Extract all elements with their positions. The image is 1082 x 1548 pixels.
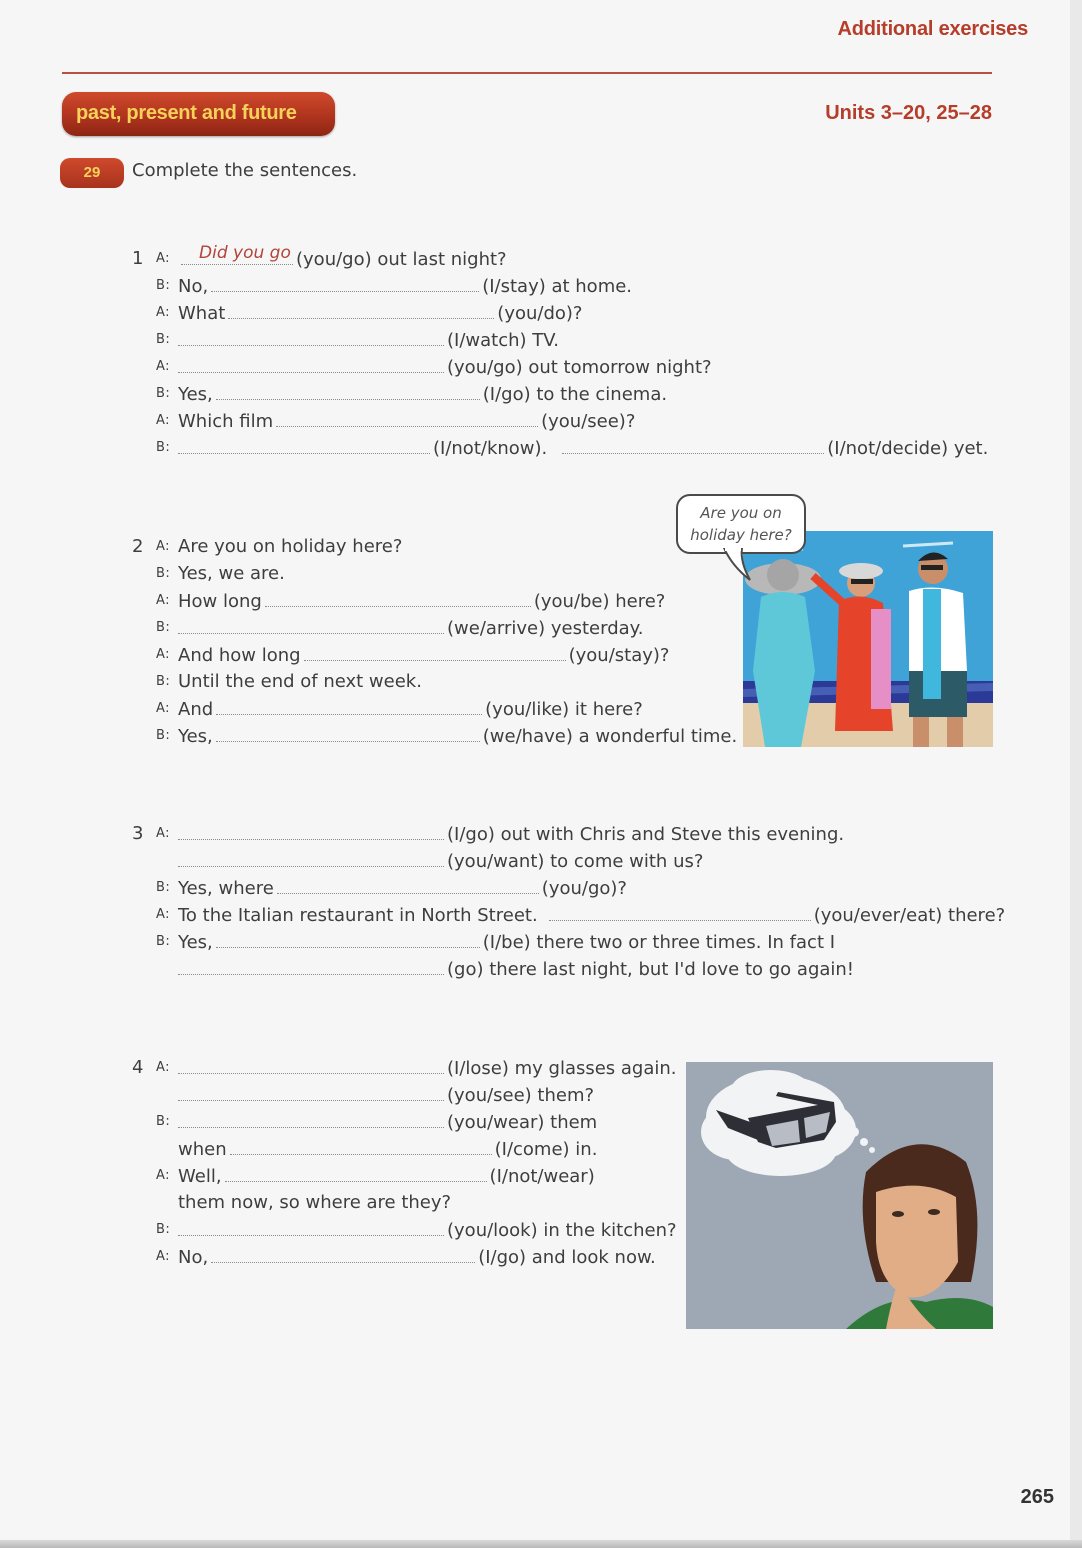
prompt: (we/arrive) yesterday. — [447, 618, 644, 639]
prompt: (you/go)? — [541, 878, 627, 899]
prompt: (I/go) out with Chris and Steve this evening. — [447, 824, 845, 845]
line-text: Yes, where — [178, 878, 274, 899]
page-bottom-edge — [0, 1540, 1082, 1548]
speaker-label: A: — [156, 413, 171, 428]
answer-blank[interactable] — [265, 590, 531, 607]
speaker-label: B: — [156, 728, 171, 743]
line-text: Well, — [178, 1166, 222, 1187]
page-number: 265 — [1020, 1486, 1054, 1508]
line-text: And — [178, 699, 214, 720]
answer-blank[interactable] — [211, 275, 479, 292]
prompt: (you/like) it here? — [485, 699, 643, 720]
prompt: (you/be) here? — [533, 591, 666, 612]
speaker-label: B: — [156, 674, 171, 689]
speaker-label: A: — [156, 251, 171, 266]
answer-blank[interactable] — [178, 1111, 444, 1128]
dialogue-line — [175, 958, 854, 981]
dialogue-line — [175, 617, 643, 640]
speaker-label: B: — [156, 620, 171, 635]
speaker-label: A: — [156, 647, 171, 662]
prompt: (you/stay)? — [568, 645, 670, 666]
prompt: (we/have) a wonderful time. — [482, 726, 738, 747]
dialogue-number: 1 — [132, 248, 144, 269]
prompt: (you/ever/eat) there? — [813, 905, 1006, 926]
line-text: What — [178, 303, 226, 324]
prompt: (I/lose) my glasses again. — [447, 1058, 677, 1079]
dialogue-line — [175, 1111, 597, 1134]
speaker-label: A: — [156, 1249, 171, 1264]
line-text: when — [178, 1139, 227, 1160]
speaker-label: B: — [156, 566, 171, 581]
speech-bubble-tail — [722, 548, 758, 584]
page-edge — [1070, 0, 1082, 1548]
answer-blank[interactable] — [549, 904, 811, 921]
prompt: (I/not/know). — [433, 438, 548, 459]
dialogue-line — [178, 904, 1005, 927]
dialogue-line — [178, 1165, 595, 1188]
speech-bubble — [676, 494, 806, 554]
line-text: To the Italian restaurant in North Street. — [178, 905, 538, 926]
answer-blank[interactable] — [211, 1246, 475, 1263]
dialogue-line — [175, 356, 712, 379]
speaker-label: A: — [156, 305, 171, 320]
dialogue-line — [175, 1219, 677, 1242]
units-reference: Units 3–20, 25–28 — [825, 102, 992, 124]
speaker-label: B: — [156, 934, 171, 949]
prompt: (I/stay) at home. — [482, 276, 633, 297]
speaker-label: A: — [156, 907, 171, 922]
prompt: (you/see)? — [541, 411, 636, 432]
speaker-label: B: — [156, 278, 171, 293]
answer-blank[interactable] — [304, 644, 566, 661]
speaker-label: A: — [156, 593, 171, 608]
line-text: And how long — [178, 645, 301, 666]
dialogue-number: 3 — [132, 823, 144, 844]
answer-blank[interactable] — [216, 725, 480, 742]
dialogue-line — [178, 410, 635, 433]
speaker-label: B: — [156, 386, 171, 401]
speaker-label: B: — [156, 1222, 171, 1237]
answer-blank[interactable] — [276, 410, 538, 427]
dialogue-line — [178, 383, 667, 406]
speaker-label: B: — [156, 332, 171, 347]
dialogue-line — [175, 850, 703, 873]
prompt: (I/not/wear) — [489, 1166, 595, 1187]
answer-blank[interactable] — [178, 356, 444, 373]
answer-blank[interactable] — [178, 329, 444, 346]
dialogue-number: 4 — [132, 1057, 144, 1078]
dialogue-line: Are you on holiday here? — [178, 536, 403, 557]
prompt: (I/watch) TV. — [447, 330, 559, 351]
answer-blank[interactable] — [216, 383, 480, 400]
dialogue-line — [178, 877, 627, 900]
speaker-label: A: — [156, 539, 171, 554]
dialogue-line — [178, 1246, 656, 1269]
dialogue-line — [175, 329, 559, 352]
line-text: Yes, — [178, 384, 213, 405]
prompt: (go) there last night, but I'd love to go again! — [447, 959, 855, 980]
answer-blank[interactable] — [216, 698, 482, 715]
prompt: (I/come) in. — [494, 1139, 598, 1160]
line-text: Yes, — [178, 932, 213, 953]
line-text: Which film — [178, 411, 274, 432]
prompt: (you/wear) them — [447, 1112, 598, 1133]
prompt: (I/not/decide) yet. — [827, 438, 989, 459]
prompt: (you/see) them? — [447, 1085, 595, 1106]
header-rule — [62, 72, 992, 74]
prompt: (I/go) and look now. — [478, 1247, 656, 1268]
prompt: (you/go) out last night? — [296, 249, 507, 270]
speaker-label: A: — [156, 1168, 171, 1183]
answer-blank[interactable] — [230, 1138, 492, 1155]
prompt: (you/look) in the kitchen? — [447, 1220, 677, 1241]
exercise-number-badge — [60, 158, 124, 188]
dialogue-line — [178, 243, 507, 271]
answer-blank[interactable] — [216, 931, 480, 948]
prompt: (I/be) there two or three times. In fact I — [482, 932, 836, 953]
dialogue-line — [175, 823, 844, 846]
speaker-label: B: — [156, 1114, 171, 1129]
prompt: (you/want) to come with us? — [447, 851, 704, 872]
exercise-number: 29 — [83, 164, 101, 181]
section-label: past, present and future — [76, 102, 297, 124]
speaker-label: A: — [156, 826, 171, 841]
answer-blank[interactable] — [178, 958, 444, 975]
answer-blank[interactable] — [277, 877, 539, 894]
thinking-man-illustration — [686, 1062, 993, 1329]
prompt: (you/go) out tomorrow night? — [447, 357, 712, 378]
answer-blank[interactable] — [225, 1165, 487, 1182]
running-header: Additional exercises — [837, 18, 1028, 40]
dialogue-line: them now, so where are they? — [178, 1192, 452, 1213]
answer-blank[interactable] — [178, 1084, 444, 1101]
answer-blank[interactable] — [178, 1057, 444, 1074]
line-text: Yes, — [178, 726, 213, 747]
dialogue-line — [178, 644, 669, 667]
prompt: (you/do)? — [497, 303, 583, 324]
dialogue-line — [175, 437, 988, 460]
exercise-instruction: Complete the sentences. — [132, 160, 358, 181]
answer-blank[interactable] — [562, 437, 824, 454]
beach-illustration — [743, 531, 993, 747]
answer-blank[interactable] — [178, 823, 444, 840]
dialogue-line — [178, 1138, 597, 1161]
dialogue-line: Until the end of next week. — [178, 671, 422, 692]
beach-scene-image — [743, 531, 993, 747]
speaker-label: A: — [156, 701, 171, 716]
line-text: How long — [178, 591, 262, 612]
prompt: (I/go) to the cinema. — [482, 384, 668, 405]
example-answer: Did you go — [199, 243, 291, 263]
dialogue-line — [175, 1084, 594, 1107]
dialogue-line — [178, 698, 643, 721]
answer-blank[interactable] — [178, 1219, 444, 1236]
line-text: No, — [178, 276, 209, 297]
speaker-label: A: — [156, 1060, 171, 1075]
dialogue-line — [178, 725, 737, 748]
dialogue-line: Yes, we are. — [178, 563, 285, 584]
line-text: No, — [178, 1247, 209, 1268]
speech-bubble-text: Are you on holiday here? — [690, 504, 792, 544]
dialogue-line — [178, 931, 835, 954]
dialogue-line — [178, 590, 665, 613]
dialogue-line — [178, 302, 582, 325]
section-pill — [62, 92, 335, 136]
answer-blank[interactable] — [228, 302, 494, 319]
dialogue-number: 2 — [132, 536, 144, 557]
speaker-label: B: — [156, 880, 171, 895]
answer-blank[interactable] — [178, 617, 444, 634]
dialogue-line — [178, 275, 632, 298]
speaker-label: B: — [156, 440, 171, 455]
answer-blank[interactable] — [178, 850, 444, 867]
speaker-label: A: — [156, 359, 171, 374]
dialogue-line — [175, 1057, 677, 1080]
answer-blank[interactable] — [178, 437, 430, 454]
thinking-man-image — [686, 1062, 993, 1329]
answer-blank[interactable] — [181, 243, 293, 265]
